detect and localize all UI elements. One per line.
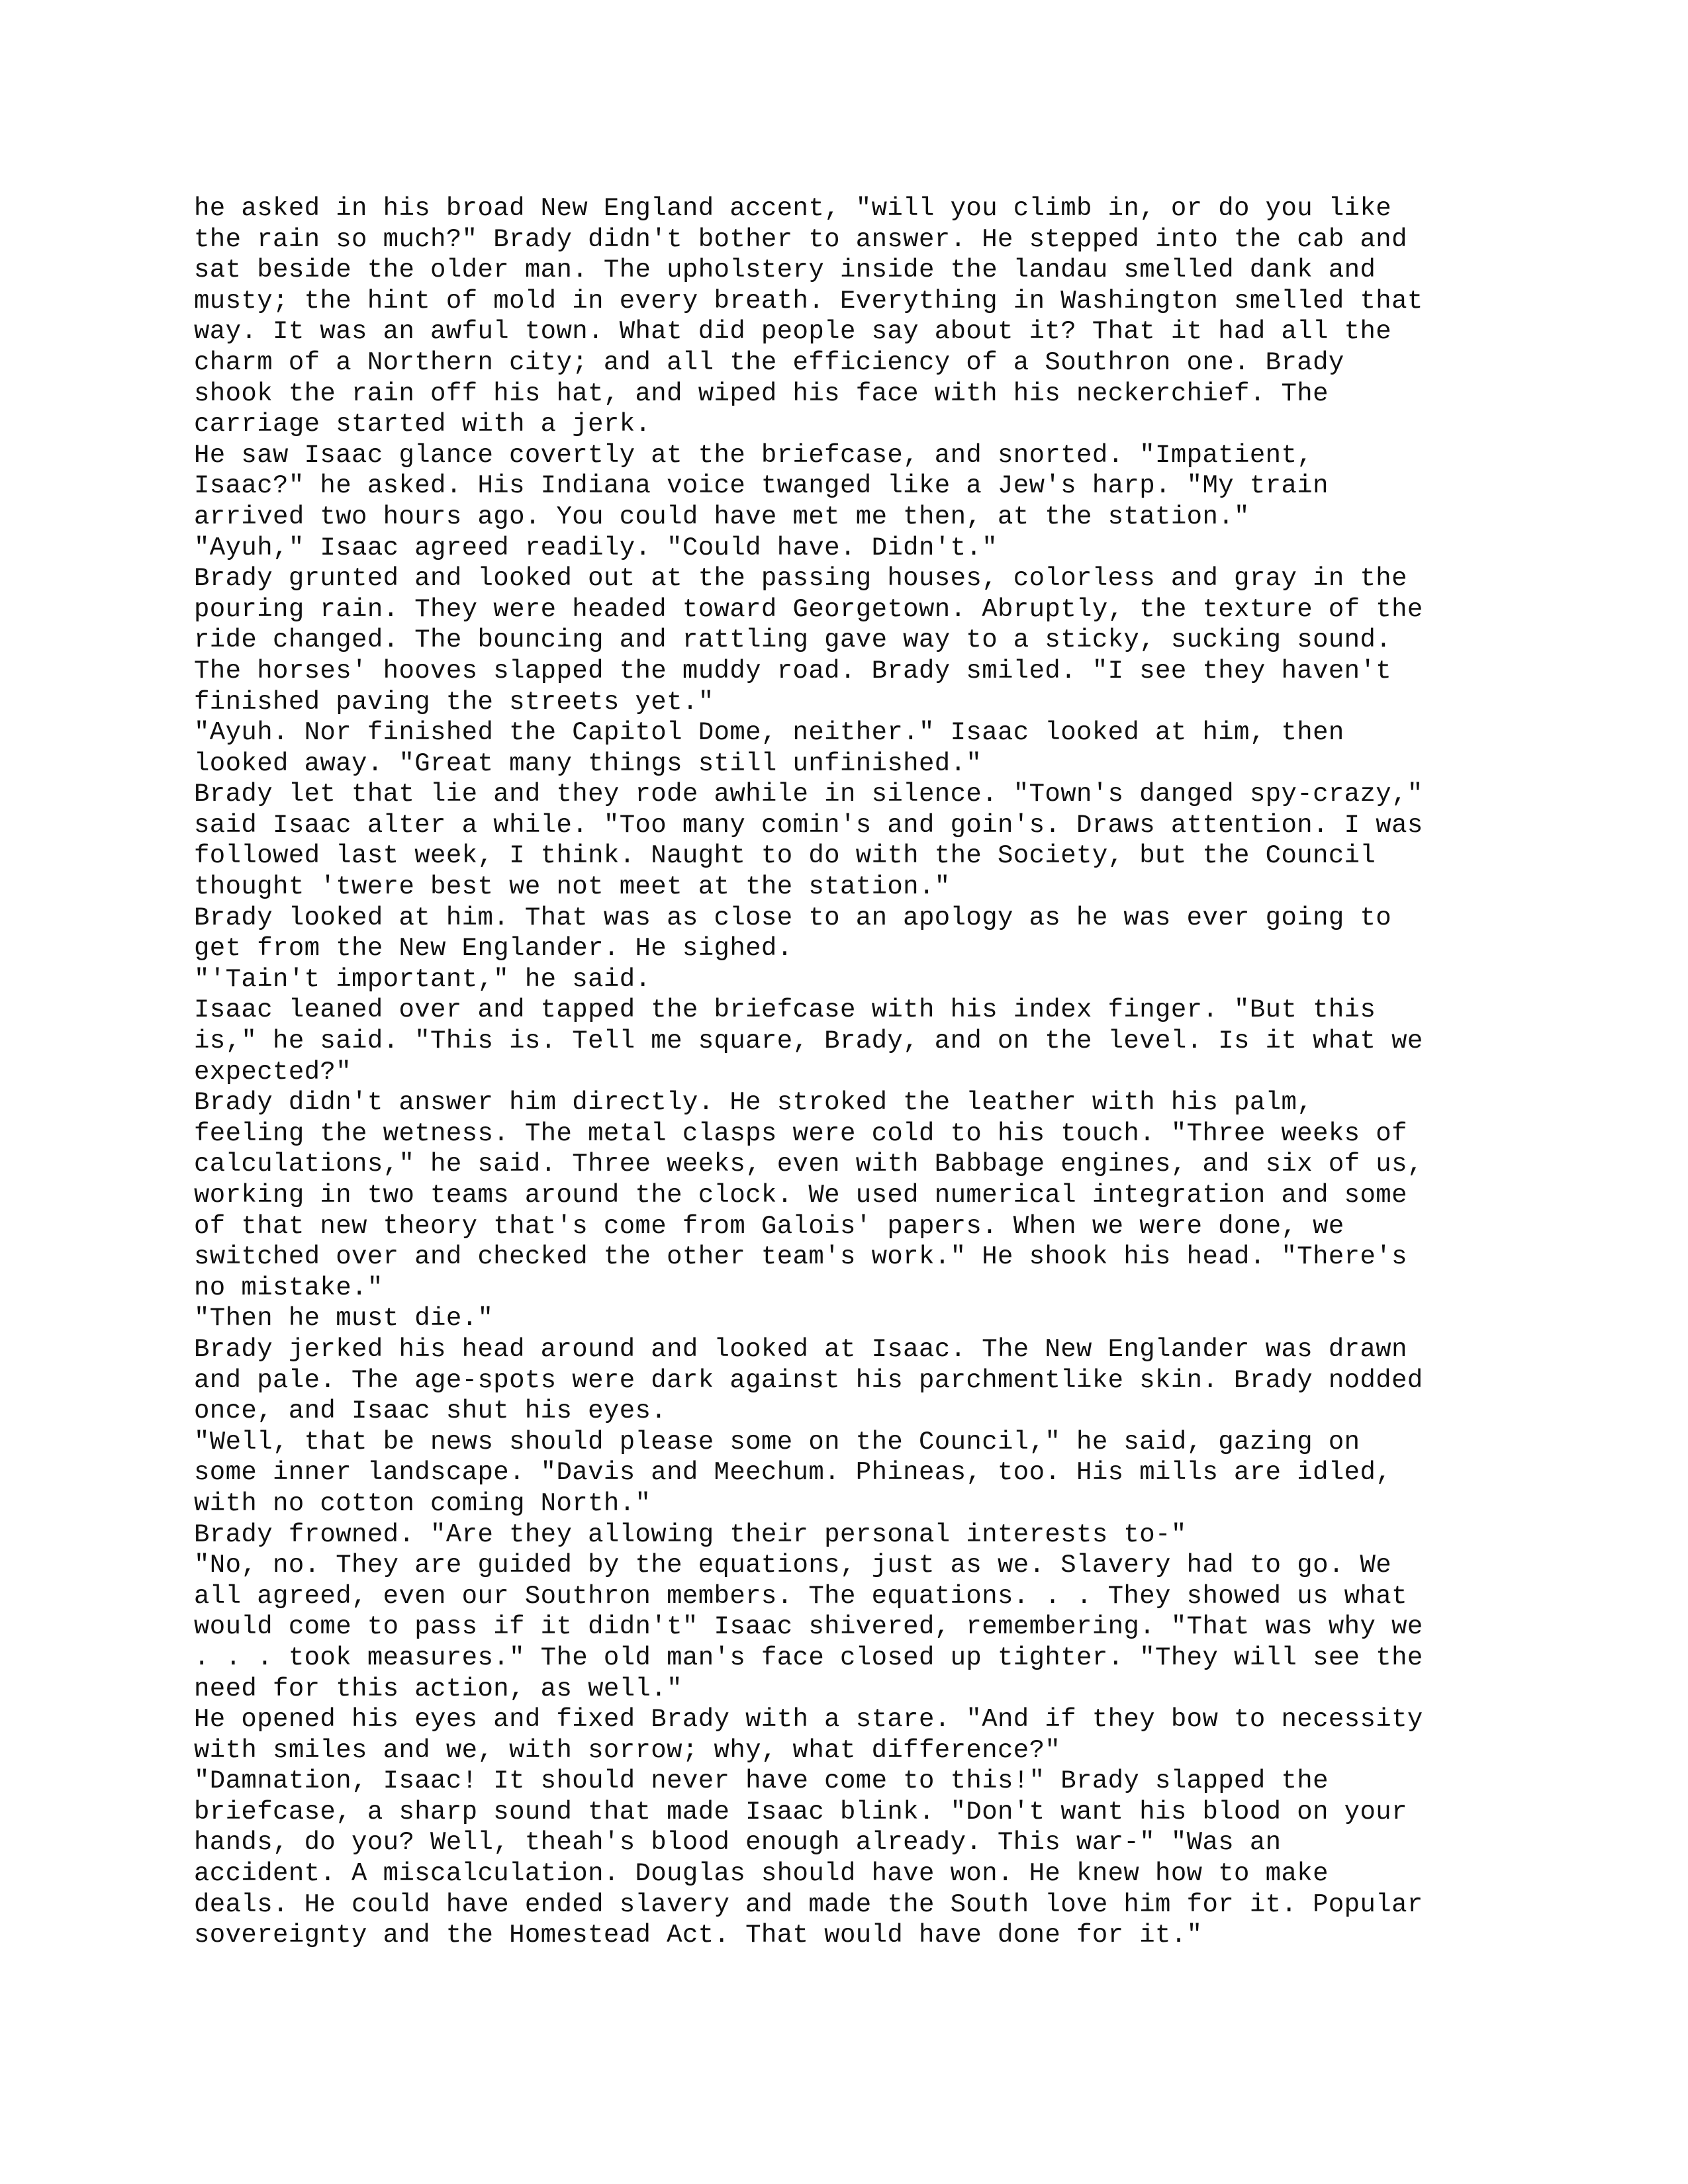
text-line: expected?" xyxy=(194,1057,352,1087)
text-line: switched over and checked the other team's work." He shook his head. "There's xyxy=(194,1242,1407,1272)
text-line: said Isaac alter a while. "Too many comin's and goin's. Draws attention. I was xyxy=(194,810,1423,840)
text-line: He opened his eyes and fixed Brady with a stare. "And if they bow to necessity xyxy=(194,1705,1423,1735)
text-line: Brady let that lie and they rode awhile in silence. "Town's danged spy-crazy," xyxy=(194,780,1423,809)
text-line: Brady frowned. "Are they allowing their personal interests to-" xyxy=(194,1520,1187,1549)
text-line: Brady didn't answer him directly. He stroked the leather with his palm, xyxy=(194,1088,1313,1118)
text-line: once, and Isaac shut his eyes. xyxy=(194,1396,667,1426)
text-line: Isaac leaned over and tapped the briefcase with his index finger. "But this xyxy=(194,995,1376,1025)
text-line: musty; the hint of mold in every breath. Everything in Washington smelled that xyxy=(194,286,1423,316)
text-line: with smiles and we, with sorrow; why, what difference?" xyxy=(194,1735,1061,1765)
body-text xyxy=(194,193,1670,1951)
text-line: of that new theory that's come from Galois' papers. When we were done, we xyxy=(194,1211,1344,1241)
text-line: the rain so much?" Brady didn't bother to answer. He stepped into the cab and xyxy=(194,224,1407,254)
text-line: The horses' hooves slapped the muddy road. Brady smiled. "I see they haven't xyxy=(194,656,1392,686)
text-line: calculations," he said. Three weeks, even with Babbage engines, and six of us, xyxy=(194,1150,1423,1179)
text-line: Brady looked at him. That was as close to an apology as he was ever going to xyxy=(194,903,1392,933)
text-line: ride changed. The bouncing and rattling gave way to a sticky, sucking sound. xyxy=(194,625,1392,655)
text-line: deals. He could have ended slavery and made the South love him for it. Popular xyxy=(194,1889,1423,1919)
text-line: "Ayuh," Isaac agreed readily. "Could have. Didn't." xyxy=(194,533,998,563)
text-line: he asked in his broad New England accent, "will you climb in, or do you like xyxy=(194,194,1392,223)
text-line: sat beside the older man. The upholstery inside the landau smelled dank and xyxy=(194,255,1376,285)
text-line: Brady grunted and looked out at the passing houses, colorless and gray in the xyxy=(194,564,1407,594)
text-line: and pale. The age-spots were dark against his parchmentlike skin. Brady nodded xyxy=(194,1365,1423,1395)
text-line: hands, do you? Well, theah's blood enough already. This war-" "Was an xyxy=(194,1828,1282,1858)
text-line: charm of a Northern city; and all the efficiency of a Southron one. Brady xyxy=(194,347,1344,377)
text-line: would come to pass if it didn't" Isaac shivered, remembering. "That was why we xyxy=(194,1612,1423,1642)
text-line: no mistake." xyxy=(194,1273,383,1302)
text-line: . . . took measures." The old man's face closed up tighter. "They will see the xyxy=(194,1643,1423,1672)
text-line: get from the New Englander. He sighed. xyxy=(194,934,793,964)
text-line: finished paving the streets yet." xyxy=(194,687,714,717)
text-line: thought 'twere best we not meet at the station." xyxy=(194,872,951,902)
text-line: "Ayuh. Nor finished the Capitol Dome, neither." Isaac looked at him, then xyxy=(194,718,1344,748)
text-line: all agreed, even our Southron members. The equations. . . They showed us what xyxy=(194,1581,1407,1611)
text-line: working in two teams around the clock. We used numerical integration and some xyxy=(194,1181,1407,1210)
text-line: shook the rain off his hat, and wiped his face with his neckerchief. The xyxy=(194,379,1329,408)
text-line: feeling the wetness. The metal clasps were cold to his touch. "Three weeks of xyxy=(194,1118,1407,1148)
text-line: pouring rain. They were headed toward Georgetown. Abruptly, the texture of the xyxy=(194,594,1423,624)
text-line: Isaac?" he asked. His Indiana voice twanged like a Jew's harp. "My train xyxy=(194,471,1329,501)
text-line: sovereignty and the Homestead Act. That would have done for it." xyxy=(194,1921,1203,1950)
text-line: briefcase, a sharp sound that made Isaac blink. "Don't want his blood on your xyxy=(194,1797,1407,1827)
text-line: arrived two hours ago. You could have met me then, at the station." xyxy=(194,502,1250,531)
text-line: followed last week, I think. Naught to do with the Society, but the Council xyxy=(194,841,1376,871)
text-line: "Then he must die." xyxy=(194,1304,494,1334)
text-line: carriage started with a jerk. xyxy=(194,410,651,439)
text-line: is," he said. "This is. Tell me square, Brady, and on the level. Is it what we xyxy=(194,1026,1423,1056)
text-line: "No, no. They are guided by the equations, just as we. Slavery had to go. We xyxy=(194,1551,1392,1580)
text-line: accident. A miscalculation. Douglas should have won. He knew how to make xyxy=(194,1859,1329,1889)
text-line: "'Tain't important," he said. xyxy=(194,964,651,994)
text-line: need for this action, as well." xyxy=(194,1674,682,1704)
text-line: looked away. "Great many things still unfinished." xyxy=(194,749,982,778)
text-line: He saw Isaac glance covertly at the briefcase, and snorted. "Impatient, xyxy=(194,440,1313,470)
text-line: with no cotton coming North." xyxy=(194,1488,651,1518)
text-line: Brady jerked his head around and looked at Isaac. The New Englander was drawn xyxy=(194,1334,1407,1364)
text-line: "Well, that be news should please some on the Council," he said, gazing on xyxy=(194,1427,1360,1457)
text-line: some inner landscape. "Davis and Meechum. Phineas, too. His mills are idled, xyxy=(194,1458,1392,1488)
text-line: "Damnation, Isaac! It should never have come to this!" Brady slapped the xyxy=(194,1766,1329,1796)
text-line: way. It was an awful town. What did people say about it? That it had all the xyxy=(194,317,1392,347)
